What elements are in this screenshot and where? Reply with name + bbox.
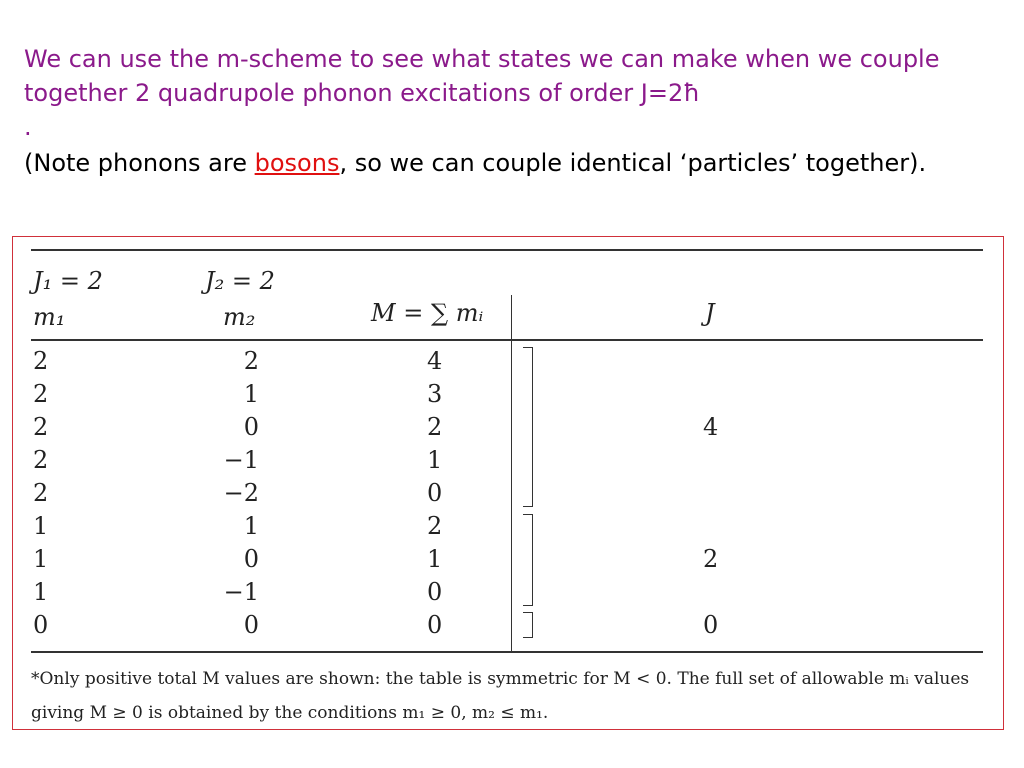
intro-text [24, 42, 1014, 144]
footnote-line-2: giving M ≥ 0 is obtained by the conditions m₁ ≥ 0, m₂ ≤ m₁. [31, 703, 549, 723]
table-top-rule [31, 249, 983, 251]
note-suffix: , so we can couple identical ‘particles’ together). [339, 149, 927, 177]
header-rule [31, 339, 983, 341]
row-3-m1: 2 [33, 413, 49, 441]
row-4-m1: 2 [33, 446, 49, 474]
row-5-M: 0 [427, 479, 443, 507]
bracket-j0 [523, 612, 533, 638]
footnote-line-1: *Only positive total M values are shown: the table is symmetric for M < 0. The full set of allowable mᵢ values [31, 669, 970, 689]
intro-line-2: together 2 quadrupole phonon excitations of order J=2ħ [24, 79, 700, 107]
row-1-m1: 2 [33, 347, 49, 375]
bosons-link[interactable]: bosons [254, 149, 340, 177]
row-6-M: 2 [427, 512, 443, 540]
row-2-m1: 2 [33, 380, 49, 408]
row-4-M: 1 [427, 446, 443, 474]
row-4-m2: −1 [223, 446, 259, 474]
header-m1: m₁ [33, 303, 66, 331]
header-j2: J₂ = 2 [205, 267, 275, 295]
intro-dot: . [24, 113, 32, 141]
row-2-M: 3 [427, 380, 443, 408]
row-9-M: 0 [427, 611, 443, 639]
header-sum-m: M = ∑ mᵢ [371, 299, 484, 327]
row-6-m1: 1 [33, 512, 49, 540]
row-1-m2: 2 [243, 347, 259, 375]
note-prefix: (Note phonons are [24, 149, 255, 177]
table-frame [12, 236, 1004, 730]
row-8-m2: −1 [223, 578, 259, 606]
row-7-M: 1 [427, 545, 443, 573]
column-divider [511, 295, 512, 651]
bracket-j2 [523, 514, 533, 606]
row-5-m1: 2 [33, 479, 49, 507]
row-6-m2: 1 [243, 512, 259, 540]
m-scheme-table [13, 237, 1003, 729]
j-value-0: 0 [703, 611, 719, 639]
header-j: J [705, 299, 715, 327]
header-m2: m₂ [223, 303, 256, 331]
bracket-j4 [523, 347, 533, 507]
intro-line-1: We can use the m-scheme to see what states we can make when we couple [24, 45, 940, 73]
row-1-M: 4 [427, 347, 443, 375]
row-3-M: 2 [427, 413, 443, 441]
row-7-m2: 0 [243, 545, 259, 573]
row-5-m2: −2 [223, 479, 259, 507]
table-bottom-rule [31, 651, 983, 653]
header-j1: J₁ = 2 [33, 267, 103, 295]
row-2-m2: 1 [243, 380, 259, 408]
row-7-m1: 1 [33, 545, 49, 573]
row-9-m1: 0 [33, 611, 49, 639]
row-8-M: 0 [427, 578, 443, 606]
note-text [24, 146, 1014, 180]
j-value-2: 2 [703, 545, 719, 573]
row-8-m1: 1 [33, 578, 49, 606]
j-value-4: 4 [703, 413, 719, 441]
row-9-m2: 0 [243, 611, 259, 639]
row-3-m2: 0 [243, 413, 259, 441]
